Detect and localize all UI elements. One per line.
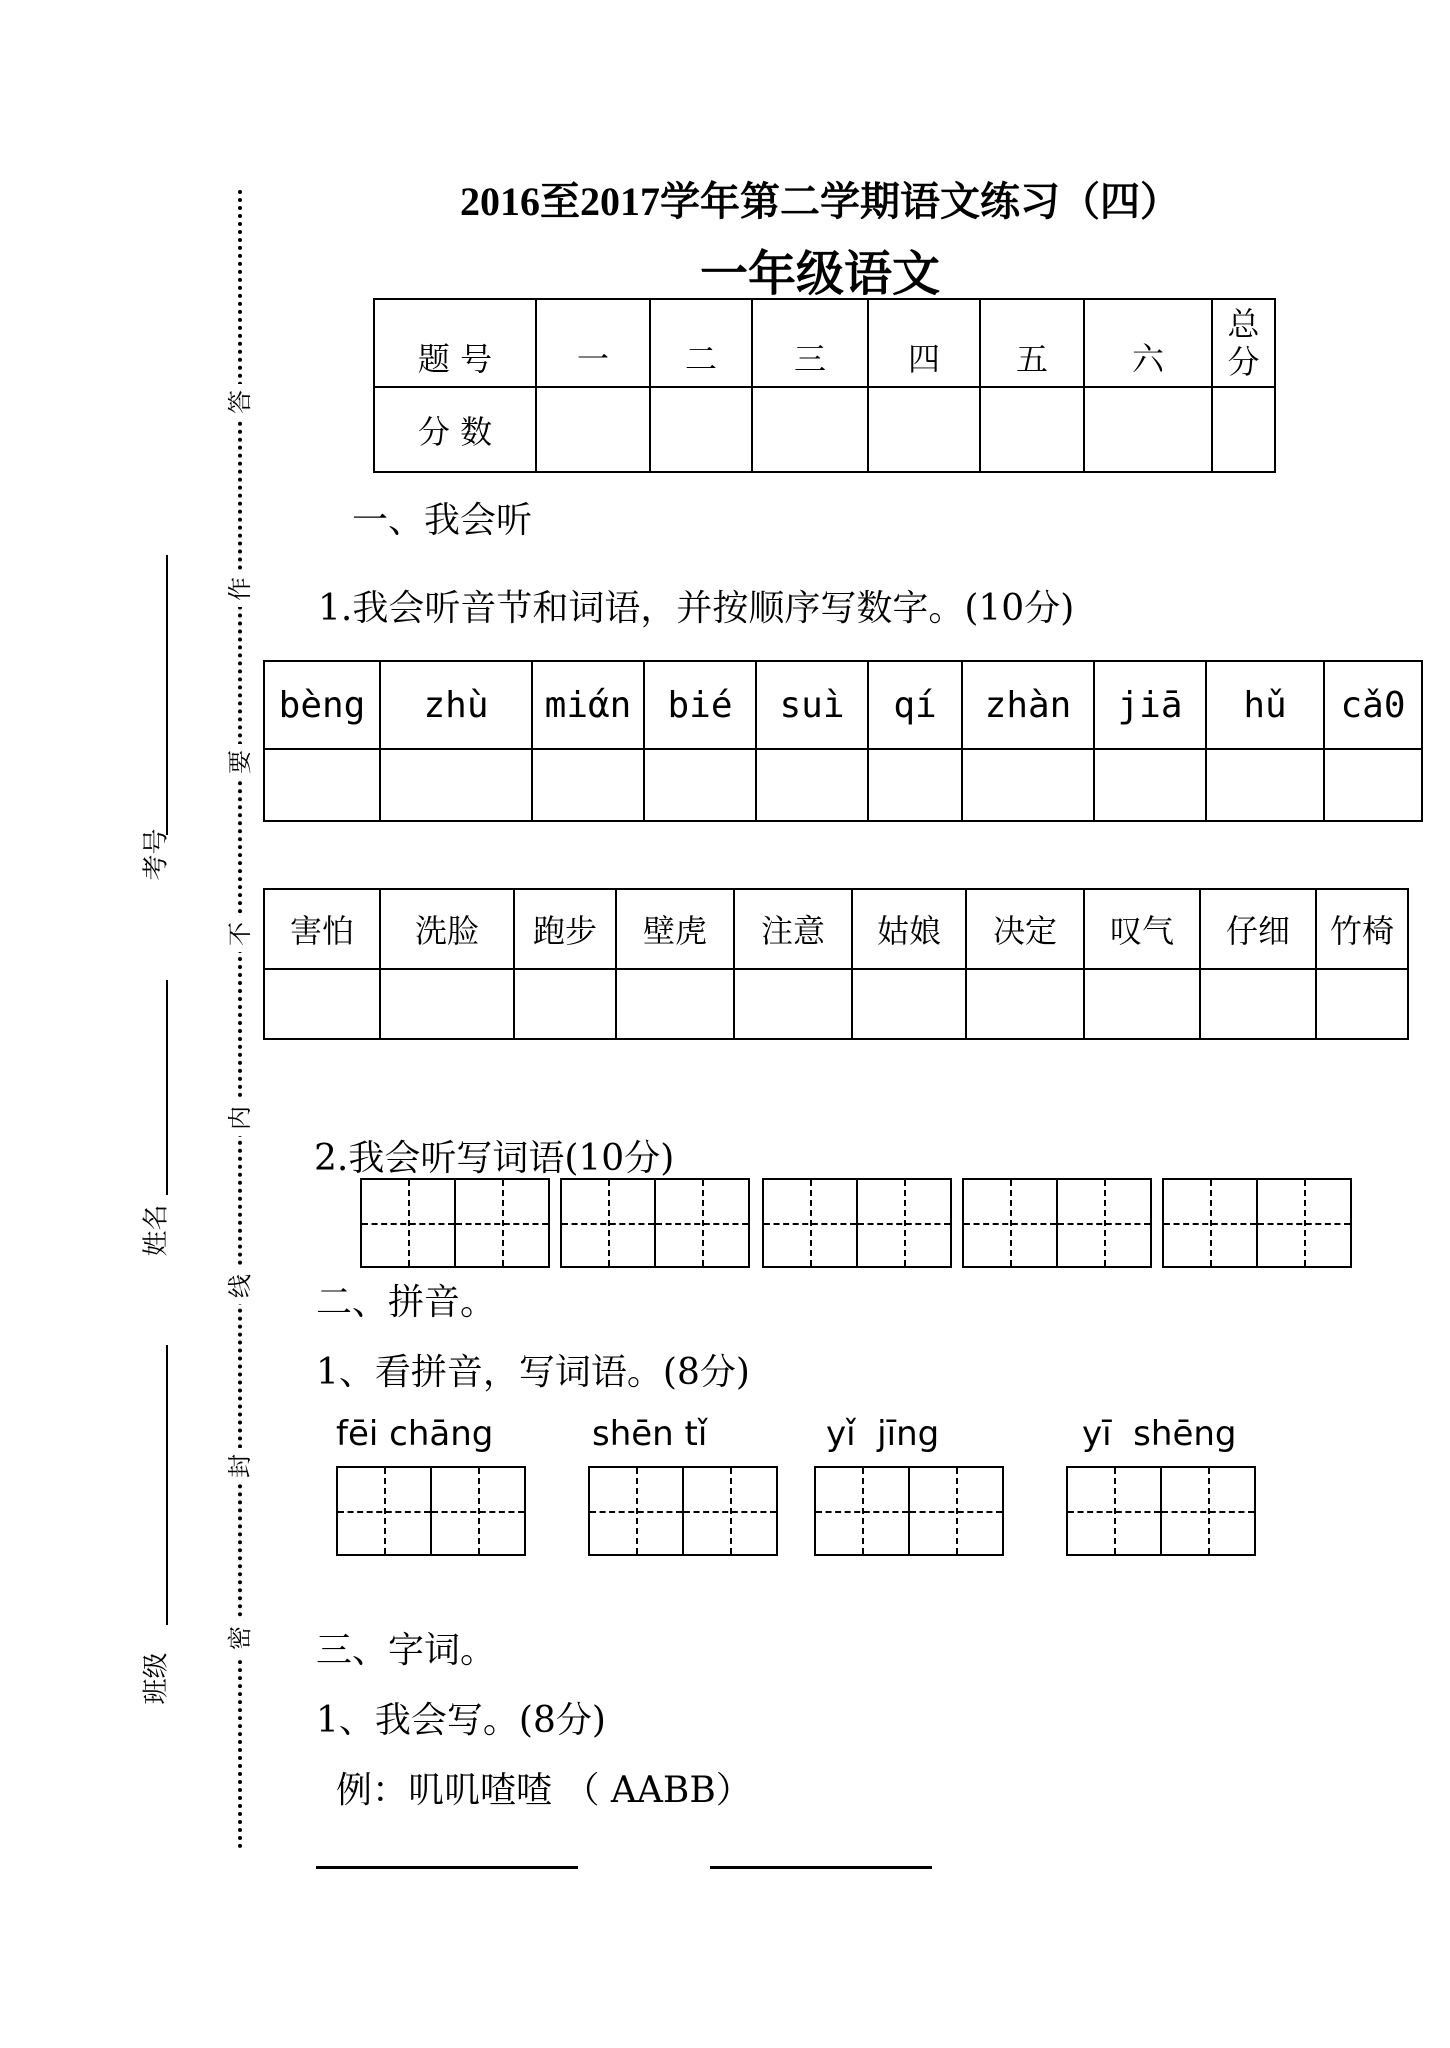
exam-number-label: 考号 <box>141 828 172 881</box>
score-header-label: 题 号 <box>374 299 536 387</box>
answer-cell[interactable] <box>868 749 962 821</box>
word-cell: 跑步 <box>514 889 616 969</box>
answer-cell[interactable] <box>1200 969 1316 1039</box>
pinyin-word-2: shēn tǐ <box>592 1414 708 1454</box>
word-cell: 壁虎 <box>616 889 734 969</box>
answer-line-1[interactable] <box>316 1866 578 1869</box>
answer-cell[interactable] <box>616 969 734 1039</box>
score-col-3: 三 <box>752 299 868 387</box>
seal-char-1: 答 <box>222 384 258 420</box>
word-cell: 竹椅 <box>1316 889 1408 969</box>
score-table <box>373 298 1276 473</box>
pinyin-cell: bié <box>644 661 756 749</box>
pinyin-cell: cǎ0 <box>1324 661 1422 749</box>
dictation-grid-4[interactable] <box>962 1178 1152 1268</box>
score-cell[interactable] <box>980 387 1084 472</box>
answer-cell[interactable] <box>756 749 868 821</box>
seal-char-3: 要 <box>222 744 258 780</box>
section3-example: 例：叽叽喳喳 （ AABB） <box>336 1770 752 1811</box>
answer-cell[interactable] <box>1316 969 1408 1039</box>
word-cell: 洗脸 <box>380 889 514 969</box>
dictation-grid-1[interactable] <box>360 1178 550 1268</box>
seal-char-6: 线 <box>222 1268 258 1304</box>
answer-cell[interactable] <box>966 969 1084 1039</box>
pinyin-table <box>263 660 1423 822</box>
score-col-6: 六 <box>1084 299 1212 387</box>
answer-cell[interactable] <box>1094 749 1206 821</box>
pinyin-word-4: yī shēng <box>1082 1414 1237 1454</box>
pinyin-cell: zhù <box>380 661 532 749</box>
seal-char-2: 作 <box>222 571 258 607</box>
pinyin-word-1: fēi chāng <box>336 1414 494 1454</box>
pinyin-cell: qí <box>868 661 962 749</box>
pinyin-writing-grid-2[interactable] <box>588 1466 778 1556</box>
answer-cell[interactable] <box>380 749 532 821</box>
answer-cell[interactable] <box>514 969 616 1039</box>
pinyin-cell: zhàn <box>962 661 1094 749</box>
name-line <box>166 980 168 1195</box>
score-col-4: 四 <box>868 299 980 387</box>
score-cell[interactable] <box>752 387 868 472</box>
seal-char-7: 封 <box>222 1448 258 1484</box>
score-col-2: 二 <box>650 299 752 387</box>
section1-heading: 一、我会听 <box>352 500 533 541</box>
seal-char-4: 不 <box>222 916 258 952</box>
name-label: 姓名 <box>141 1204 172 1257</box>
answer-cell[interactable] <box>532 749 644 821</box>
section3-q1: 1、我会写。(8分) <box>316 1700 606 1741</box>
answer-cell[interactable] <box>962 749 1094 821</box>
total-label-top: 总 <box>1227 305 1260 343</box>
seal-dotted-line <box>238 190 242 1850</box>
word-cell: 注意 <box>734 889 852 969</box>
score-col-1: 一 <box>536 299 650 387</box>
answer-cell[interactable] <box>1084 969 1200 1039</box>
score-cell[interactable] <box>650 387 752 472</box>
class-line <box>166 1345 168 1625</box>
score-row-label: 分 数 <box>374 387 536 472</box>
pinyin-cell: jiā <box>1094 661 1206 749</box>
answer-cell[interactable] <box>644 749 756 821</box>
word-cell: 仔细 <box>1200 889 1316 969</box>
answer-cell[interactable] <box>380 969 514 1039</box>
pinyin-writing-grid-3[interactable] <box>814 1466 1004 1556</box>
section2-q1: 1、看拼音，写词语。(8分) <box>316 1352 750 1393</box>
pinyin-cell: suì <box>756 661 868 749</box>
section3-heading: 三、字词。 <box>316 1630 497 1671</box>
exam-number-line <box>166 555 168 835</box>
seal-char-5: 内 <box>222 1100 258 1136</box>
score-col-total <box>1212 299 1275 387</box>
word-cell: 害怕 <box>264 889 380 969</box>
answer-cell[interactable] <box>264 969 380 1039</box>
section2-heading: 二、拼音。 <box>316 1282 497 1323</box>
word-cell: 姑娘 <box>852 889 966 969</box>
pinyin-cell: miάn <box>532 661 644 749</box>
word-cell: 决定 <box>966 889 1084 969</box>
answer-cell[interactable] <box>734 969 852 1039</box>
seal-char-8: 密 <box>222 1620 258 1656</box>
total-label-bottom: 分 <box>1227 343 1260 381</box>
exam-subtitle: 一年级语文 <box>699 246 940 302</box>
section1-q2: 2.我会听写词语(10分) <box>314 1138 675 1179</box>
score-cell[interactable] <box>536 387 650 472</box>
words-table <box>263 888 1409 1040</box>
pinyin-word-3: yǐ jīng <box>826 1414 940 1454</box>
answer-line-2[interactable] <box>710 1866 932 1869</box>
pinyin-cell: hǔ <box>1206 661 1324 749</box>
score-col-5: 五 <box>980 299 1084 387</box>
answer-cell[interactable] <box>1324 749 1422 821</box>
pinyin-writing-grid-4[interactable] <box>1066 1466 1256 1556</box>
pinyin-writing-grid-1[interactable] <box>336 1466 526 1556</box>
dictation-grid-2[interactable] <box>560 1178 750 1268</box>
pinyin-cell: bèng <box>264 661 380 749</box>
dictation-grid-5[interactable] <box>1162 1178 1352 1268</box>
answer-cell[interactable] <box>1206 749 1324 821</box>
score-cell[interactable] <box>1084 387 1212 472</box>
section1-q1: 1.我会听音节和词语，并按顺序写数字。(10分) <box>318 588 1075 629</box>
score-cell[interactable] <box>1212 387 1275 472</box>
dictation-grid-3[interactable] <box>762 1178 952 1268</box>
word-cell: 叹气 <box>1084 889 1200 969</box>
answer-cell[interactable] <box>264 749 380 821</box>
score-cell[interactable] <box>868 387 980 472</box>
class-label: 班级 <box>141 1652 172 1705</box>
answer-cell[interactable] <box>852 969 966 1039</box>
exam-title: 2016至2017学年第二学期语文练习（四） <box>460 179 1180 224</box>
